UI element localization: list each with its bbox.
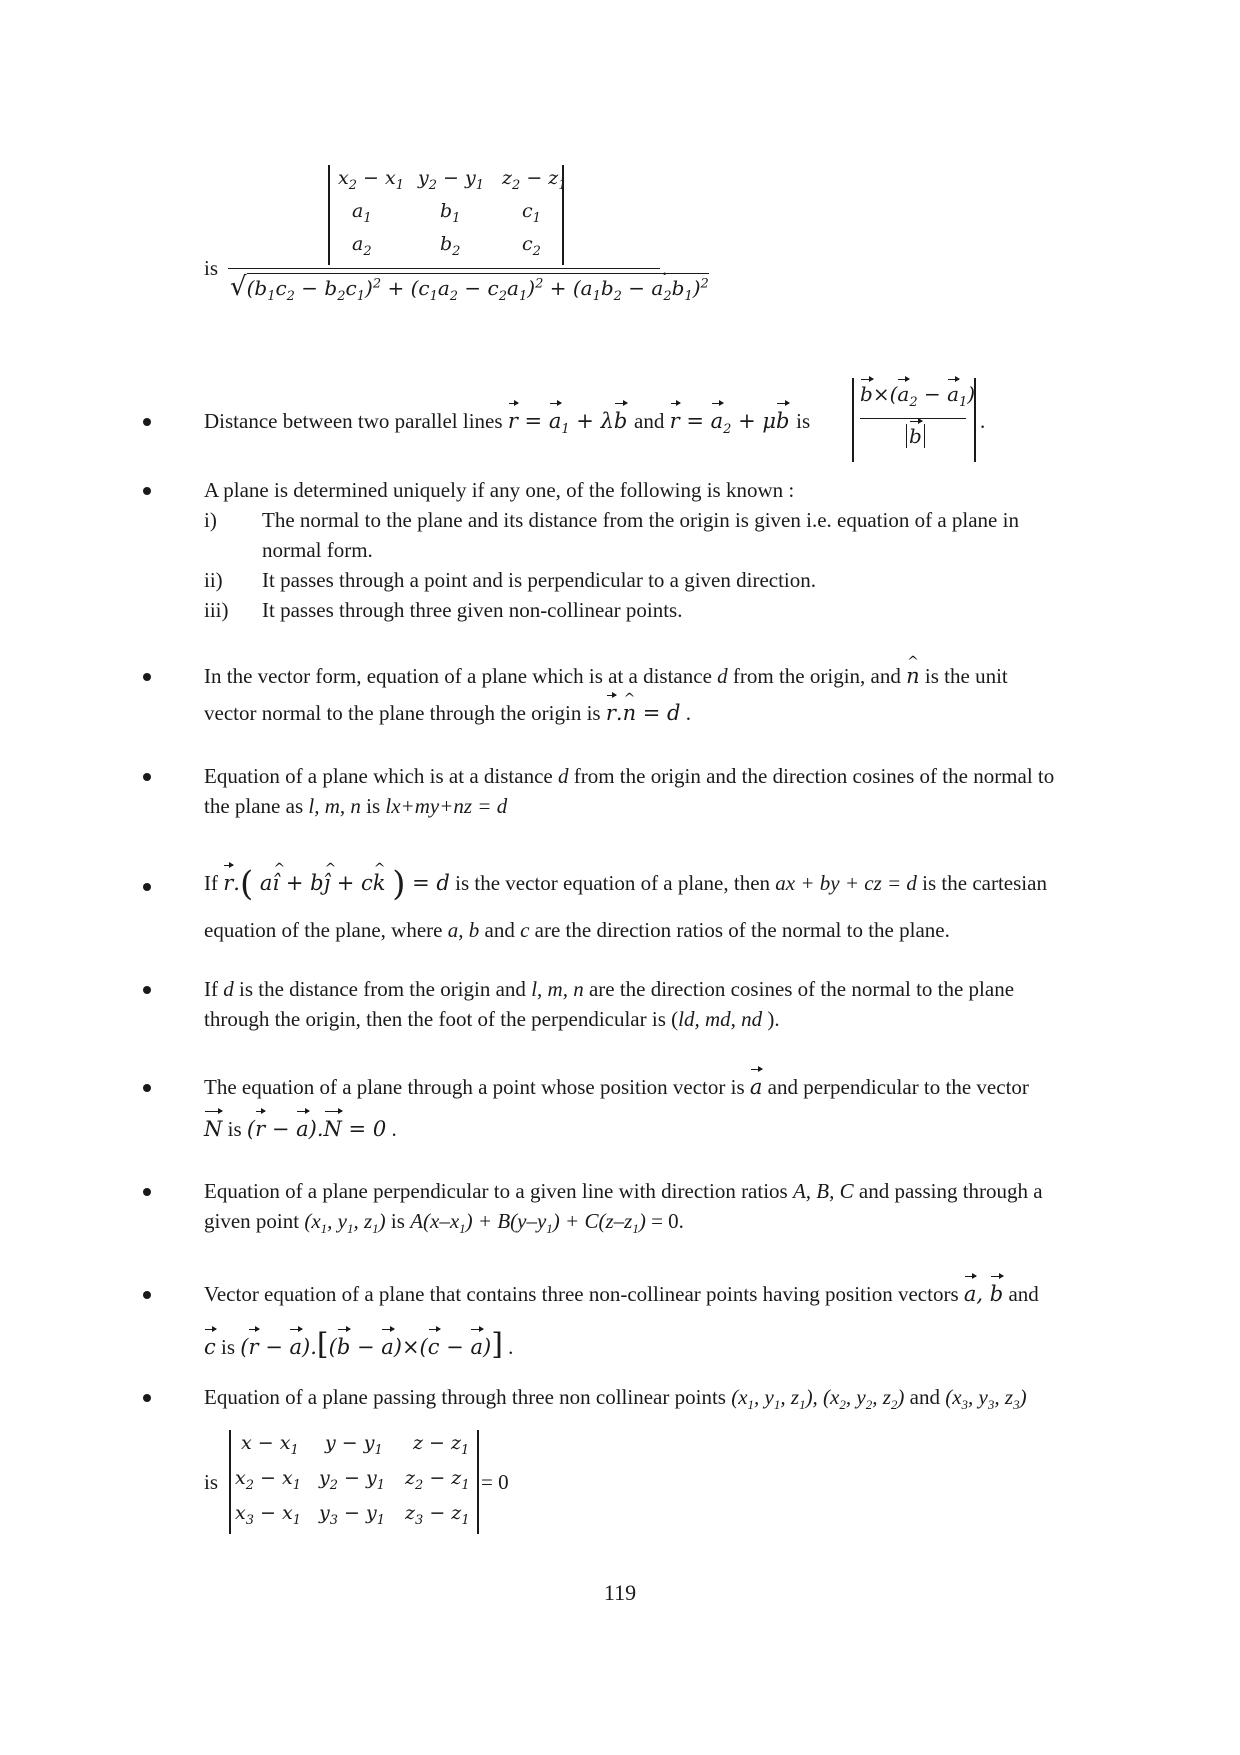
equals-zero: = 0 <box>481 1470 509 1494</box>
is-label: is <box>204 1470 219 1494</box>
bullet-dot <box>143 673 151 681</box>
list-num-1: i) <box>204 508 217 532</box>
bullet-dot <box>143 883 151 891</box>
bullet-dot <box>143 487 151 495</box>
foot-of-perpendicular: If d is the distance from the origin and l, m, n are the direction cosines of the normal to the plane <box>204 977 1015 1001</box>
bullet-dot <box>143 986 151 994</box>
list-num-2: ii) <box>204 568 223 592</box>
page-number: 119 <box>603 1580 637 1605</box>
is-label: is <box>204 256 219 280</box>
parallel-lines-distance: Distance between two parallel lines $r = a_1 + \lambda b$ and $r = a_2 + \mu b$ is <box>204 406 810 445</box>
distance-denominator-sqrt: $√(b_1c_2 - b_2c_1)^2 + (c_1a_2 - c_2a_1)^2 + (a_1b_2 - a_2b_1)^2$ <box>230 272 709 304</box>
fraction-bar <box>228 268 660 269</box>
list-item-2: It passes through a point and is perpendicular to a given direction. <box>262 568 817 592</box>
three-point-determinant: $x - x_1$ $y - y_1$ $z - z_1$ $x_2 - x_1$ $y_2 - y_1$ $z_2 - z_1$ $x_3 - x_1$ $y_3 - y_1$ $z_3 - z_1$ <box>229 1430 479 1534</box>
list-item-1: The normal to the plane and its distance from the origin is given i.e. equation of a plane in <box>262 508 1019 532</box>
period: . <box>980 409 986 433</box>
plane-three-points-vector-line2: c is (r − a).[(b − a)×(c − a)] . <box>204 1327 514 1362</box>
plane-direction-cosines-line2: the plane as l, m, n is lx+my+nz = d <box>204 794 508 818</box>
plane-direction-cosines: Equation of a plane which is at a distance d from the origin and the direction cosines of the normal to <box>204 764 1055 788</box>
plane-perpendicular-to-line: Equation of a plane perpendicular to a given line with direction ratios A, B, C and passing through a <box>204 1179 1043 1203</box>
bullet-dot <box>143 773 151 781</box>
list-num-3: iii) <box>204 598 229 622</box>
bullet-dot <box>143 418 151 426</box>
list-item-1-cont: normal form. <box>262 538 373 562</box>
bullet-dot <box>143 1188 151 1196</box>
vector-plane-normal-form-line2: vector normal to the plane through the origin is r.n ^ = d . <box>204 698 691 728</box>
vector-to-cartesian: If r.( aî ^ + bĵ ^ + ck ^ ) = d is the vector equation of a plane, then ax + by + cz = d is the cartesian <box>204 868 1047 899</box>
parallel-distance-formula: $b\times(a_2 - a_1)$ b <box>852 378 976 462</box>
bullet-dot <box>143 1291 151 1299</box>
plane-three-points-cartesian: Equation of a plane passing through three non collinear points ($x_1$, $y_1$, $z_1$), ($x_2$, $y_2$, $z_2$) and ($x_3$, $y_3$, $z_3$) <box>204 1385 1027 1413</box>
plane-three-points-vector: Vector equation of a plane that contains three non-collinear points having position vectors a, b and <box>204 1279 1039 1309</box>
foot-of-perpendicular-line2: through the origin, then the foot of the perpendicular is (ld, md, nd ). <box>204 1007 780 1031</box>
plane-through-point-line2: N is (r − a).N = 0 . <box>204 1114 397 1144</box>
distance-numerator-determinant: $x_2 - x_1$ $y_2 - y_1$ $z_2 - z_1$ $a_1$ $b_1$ $c_1$ $a_2$ $b_2$ $c_2$ <box>328 165 564 265</box>
plane-through-point: The equation of a plane through a point whose position vector is a and perpendicular to the vector <box>204 1072 1029 1102</box>
bullet-dot <box>143 1394 151 1402</box>
vector-to-cartesian-line2: equation of the plane, where a, b and c are the direction ratios of the normal to the plane. <box>204 918 950 942</box>
period: . <box>662 256 668 280</box>
plane-perpendicular-to-line-line2: given point ($x_1$, $y_1$, $z_1$) is $A(x-x_1) + B(y-y_1) + C(z-z_1) = 0$. <box>204 1209 684 1237</box>
bullet-dot <box>143 1084 151 1092</box>
plane-determination-intro: A plane is determined uniquely if any one, of the following is known : <box>204 478 795 502</box>
vector-plane-normal-form: In the vector form, equation of a plane which is at a distance d from the origin, and n ^ is the unit <box>204 661 1008 691</box>
list-item-3: It passes through three given non-collinear points. <box>262 598 683 622</box>
